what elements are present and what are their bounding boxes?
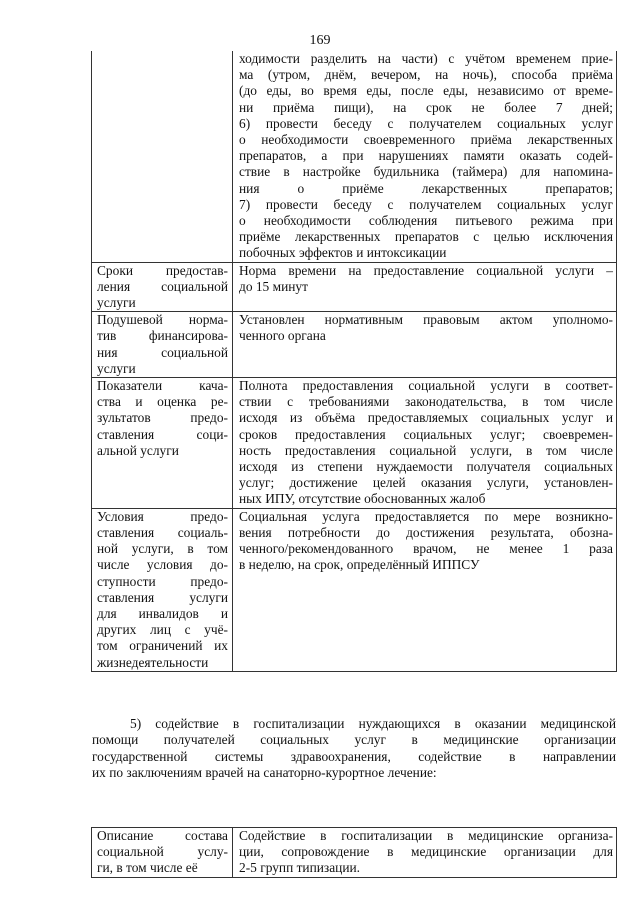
row-label [92, 51, 233, 262]
text-line: ставления услуги [97, 589, 228, 605]
text-line: Подушевой норма- [97, 312, 228, 328]
text-line: социальной услу- [97, 844, 228, 860]
text-line: Описание состава [97, 828, 228, 843]
text-line: ства и оценка ре- [97, 394, 228, 410]
text-line: ния социальной [97, 344, 228, 360]
row-content [233, 51, 617, 262]
text-line: ния о приёме лекарственных препаратов; [239, 180, 613, 196]
row-label [92, 508, 233, 671]
text-line: числе условия до- [97, 557, 228, 573]
text-line: до 15 минут [239, 278, 308, 294]
text-line: Установлен нормативным правовым актом уполномо- [239, 312, 613, 328]
text-line: Сроки предостав- [97, 262, 228, 278]
text-line: для инвалидов и [97, 605, 228, 621]
text-line: услуги [97, 360, 136, 376]
text-line: жизнедеятельности [97, 654, 209, 670]
service-description-table [91, 51, 617, 672]
text-line: том ограничений их [97, 638, 228, 654]
table-row [92, 378, 617, 509]
text-line: ных ИПУ, отсутствие обоснованных жалоб [239, 491, 486, 507]
row-content [233, 378, 617, 509]
text-line: помощи получателей социальных услуг в медицинские организации [92, 732, 616, 748]
text-line: вения потребности до достижения результата, обозна- [239, 524, 613, 540]
text-line: о необходимости соблюдения питьевого режима при [239, 213, 613, 229]
text-line: 2-5 групп типизации. [239, 860, 361, 876]
text-line: Содействие в госпитализации в медицинские организа- [239, 828, 613, 843]
row-content [233, 262, 617, 312]
text-line: препаратов, а при нарушениях памяти оказать содей- [239, 148, 613, 164]
text-line: ции, сопровождение в медицинские организации для [239, 844, 613, 860]
text-line: Полнота предоставления социальной услуги в соответ- [239, 378, 613, 394]
text-line: других лиц с учё- [97, 622, 228, 638]
text-line: государственной системы здравоохранения, содействие в направлении [92, 748, 616, 764]
text-line: побочных эффектов и интоксикации [239, 245, 447, 261]
text-line: исходя из степени нуждаемости получателя социальных [239, 459, 613, 475]
row-label [92, 312, 233, 378]
page-number: 169 [309, 33, 331, 48]
row-label [92, 828, 233, 878]
text-line: ность предоставления социальной услуги, в том числе [239, 442, 613, 458]
table-row [92, 51, 617, 262]
row-label [92, 378, 233, 509]
row-content [233, 312, 617, 378]
text-line: ставления соци- [97, 426, 228, 442]
text-line: ступности предо- [97, 573, 228, 589]
text-line: сроков предоставления социальных услуг; своевремен- [239, 426, 613, 442]
text-line: Норма времени на предоставление социальной услуги – [239, 262, 613, 278]
text-line: 6) провести беседу с получателем социальных услуг [239, 115, 613, 131]
text-line: ченного органа [239, 328, 326, 344]
text-line: ченного/рекомендованного врачом, не менее 1 раза [239, 541, 613, 557]
text-line: тив финансирова- [97, 328, 228, 344]
row-content [233, 508, 617, 671]
row-content [233, 828, 617, 878]
text-line: ги, в том числе её [97, 860, 198, 876]
text-line: ствии с требованиями законодательства, в том числе [239, 394, 613, 410]
text-line: ствие в настройке будильника (таймера) для напомина- [239, 164, 613, 180]
text-line: приёме лекарственных препаратов с целью исключения [239, 229, 613, 245]
text-line: 7) провести беседу с получателем социальных услуг [239, 196, 613, 212]
next-service-table [91, 827, 617, 878]
text-line: о необходимости своевременного приёма лекарственных [239, 132, 613, 148]
table-row [92, 312, 617, 378]
text-line: услуги [97, 295, 136, 311]
table-row [92, 508, 617, 671]
text-line: 5) содействие в госпитализации нуждающихся в оказании медицинской [130, 716, 616, 731]
text-line: ставления социаль- [97, 524, 228, 540]
row-label [92, 262, 233, 312]
text-line: исходя из объёма предоставляемых социальных услуг и [239, 410, 613, 426]
text-line: ни приёма пищи), на срок не более 7 дней; [239, 99, 613, 115]
text-line: ходимости разделить на части) с учётом временем прие- [239, 51, 613, 66]
text-line: (до еды, во время еды, после еды, независимо от време- [239, 83, 613, 99]
text-line: ной услуги, в том [97, 541, 228, 557]
text-line: ления социальной [97, 278, 228, 294]
section-paragraph [92, 716, 616, 782]
text-line: их по заключениям врачей на санаторно-курортное лечение: [92, 765, 437, 781]
text-line: альной услуги [97, 442, 179, 458]
text-line: ма (утром, днём, вечером, на ночь), способа приёма [239, 67, 613, 83]
text-line: услуг; достижение целей оказания услуги, установлен- [239, 475, 613, 491]
table-row [92, 262, 617, 312]
text-line: зультатов предо- [97, 410, 228, 426]
text-line: Показатели кача- [97, 378, 228, 394]
table-row [92, 828, 617, 878]
text-line: в неделю, на срок, определённый ИППСУ [239, 557, 480, 573]
text-line: Условия предо- [97, 508, 228, 524]
text-line: Социальная услуга предоставляется по мере возникно- [239, 508, 613, 524]
